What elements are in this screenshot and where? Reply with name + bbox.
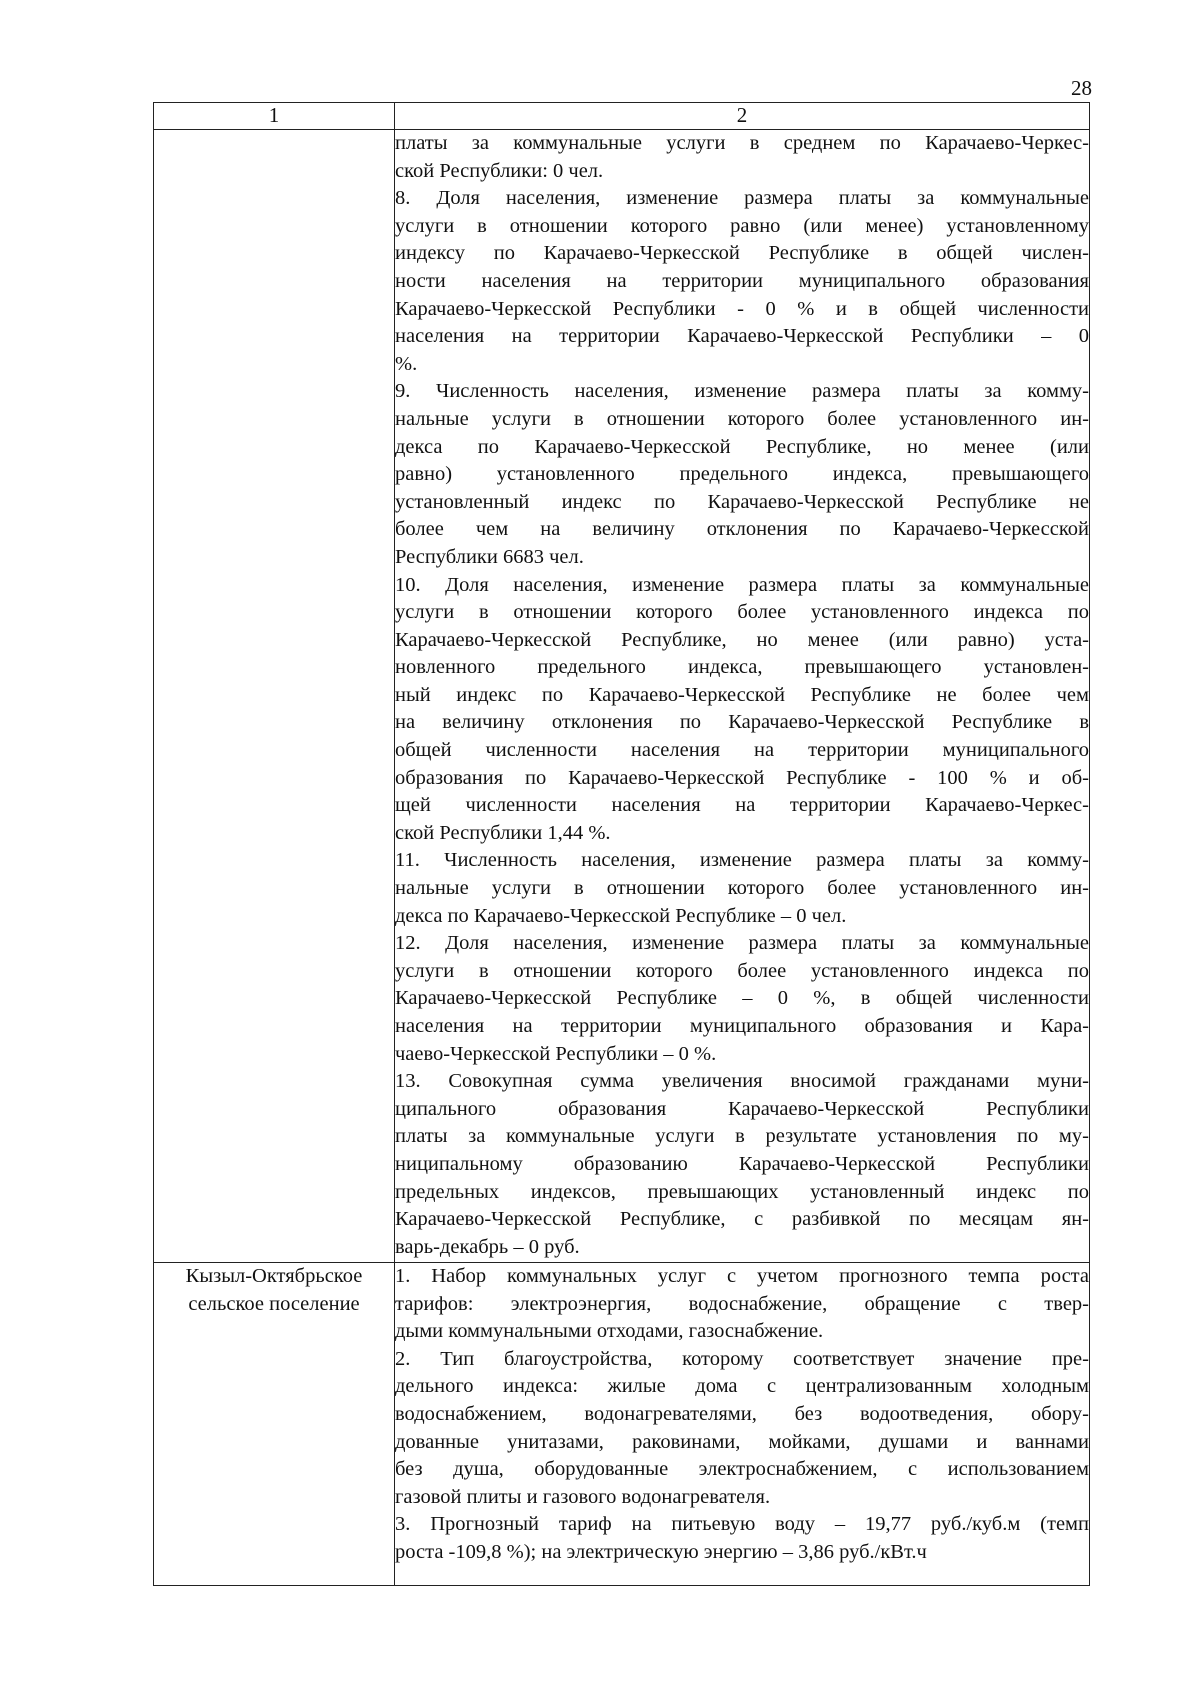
- text-line: услуги в отношении которого более установленного индекса по: [395, 601, 1089, 624]
- table-header-row: [154, 103, 1090, 130]
- text-line: Карачаево-Черкесской Республике – 0 %, в общей численности: [395, 987, 1089, 1010]
- text-line: ности населения на территории муниципального образования: [395, 269, 1089, 292]
- text-line: индексу по Карачаево-Черкесской Республике в общей числен-: [395, 242, 1089, 265]
- text-line: населения на территории муниципального образования и Кара-: [395, 1015, 1089, 1037]
- municipality-cell: [154, 1263, 395, 1586]
- text-line: 1. Набор коммунальных услуг с учетом прогнозного темпа роста: [395, 1265, 1089, 1287]
- text-line: новленного предельного индекса, превышающего установлен-: [395, 656, 1089, 679]
- text-line: без душа, оборудованные электроснабжением, с использованием: [395, 1458, 1089, 1481]
- text-line: декса по Карачаево-Черкесской Республике, но менее (или: [395, 435, 1089, 458]
- column-header-2: 2: [395, 103, 1090, 130]
- table-row: [154, 1263, 1090, 1586]
- page-number: 28: [1071, 76, 1092, 100]
- text-line: ный индекс по Карачаево-Черкесской Республике не более чем: [395, 683, 1089, 706]
- indicators-cell: [395, 130, 1090, 1263]
- text-line: образования по Карачаево-Черкесской Республике - 100 % и об-: [395, 766, 1089, 789]
- text-line: нальные услуги в отношении которого более установленного ин-: [395, 877, 1089, 900]
- column-header-1: 1: [154, 103, 395, 130]
- text-line: чаево-Черкесской Республики – 0 %.: [395, 1042, 717, 1065]
- text-line: 2. Тип благоустройства, которому соответствует значение пре-: [395, 1347, 1089, 1370]
- text-line: Карачаево-Черкесской Республики - 0 % и в общей численности: [395, 297, 1089, 320]
- text-line: газовой плиты и газового водонагревателя.: [395, 1485, 771, 1508]
- text-line: дованные унитазами, раковинами, мойками, душами и ваннами: [395, 1430, 1089, 1453]
- text-line: ципального образования Карачаево-Черкесской Республики: [395, 1097, 1089, 1120]
- text-line: установленный индекс по Карачаево-Черкесской Республике не: [395, 490, 1089, 513]
- text-line: роста -109,8 %); на электрическую энергию – 3,86 руб./кВт.ч: [395, 1540, 927, 1563]
- text-line: услуги в отношении которого равно (или менее) установленному: [395, 214, 1089, 237]
- text-line: платы за коммунальные услуги в среднем по Карачаево-Черкес-: [395, 132, 1089, 154]
- text-line: 12. Доля населения, изменение размера платы за коммунальные: [395, 932, 1089, 955]
- text-line: 8. Доля населения, изменение размера платы за коммунальные: [395, 187, 1089, 210]
- text-line: дыми коммунальными отходами, газоснабжение.: [395, 1320, 824, 1343]
- text-line: 3. Прогнозный тариф на питьевую воду – 19,77 руб./куб.м (темп: [395, 1513, 1089, 1536]
- table-row: [154, 130, 1090, 1263]
- text-line: 11. Численность населения, изменение размера платы за комму-: [395, 849, 1089, 872]
- text-line: %.: [395, 352, 418, 375]
- text-line: Кызыл-Октябрьское: [185, 1265, 363, 1287]
- text-line: варь-декабрь – 0 руб.: [395, 1235, 580, 1258]
- text-line: ниципальному образованию Карачаево-Черкесской Республики: [395, 1152, 1089, 1175]
- text-line: сельское поселение: [188, 1292, 360, 1315]
- text-line: на величину отклонения по Карачаево-Черкесской Республике в: [395, 711, 1089, 734]
- text-line: Республики 6683 чел.: [395, 545, 584, 568]
- text-line: водоснабжением, водонагревателями, без водоотведения, обору-: [395, 1402, 1089, 1425]
- text-line: 9. Численность населения, изменение размера платы за комму-: [395, 380, 1089, 403]
- text-line: платы за коммунальные услуги в результате установления по му-: [395, 1125, 1089, 1148]
- text-line: 10. Доля населения, изменение размера платы за коммунальные: [395, 573, 1089, 596]
- text-line: населения на территории Карачаево-Черкесской Республики – 0: [395, 325, 1089, 348]
- document-table: [153, 102, 1090, 1586]
- text-line: тарифов: электроэнергия, водоснабжение, обращение с твер-: [395, 1292, 1089, 1315]
- text-line: Карачаево-Черкесской Республике, с разбивкой по месяцам ян-: [395, 1208, 1089, 1231]
- text-line: равно) установленного предельного индекса, превышающего: [395, 463, 1089, 486]
- text-line: 13. Совокупная сумма увеличения вносимой гражданами муни-: [395, 1070, 1089, 1093]
- text-line: декса по Карачаево-Черкесской Республике – 0 чел.: [395, 904, 847, 927]
- text-line: щей численности населения на территории Карачаево-Черкес-: [395, 794, 1089, 817]
- municipality-cell: [154, 130, 395, 1263]
- text-line: Карачаево-Черкесской Республике, но менее (или равно) уста-: [395, 628, 1089, 651]
- text-line: более чем на величину отклонения по Карачаево-Черкесской: [395, 518, 1089, 541]
- text-line: услуги в отношении которого более установленного индекса по: [395, 959, 1089, 982]
- text-line: ской Республики: 0 чел.: [395, 159, 604, 182]
- text-line: предельных индексов, превышающих установленный индекс по: [395, 1180, 1089, 1203]
- text-line: дельного индекса: жилые дома с централизованным холодным: [395, 1375, 1089, 1398]
- text-line: ской Республики 1,44 %.: [395, 821, 611, 844]
- indicators-cell: [395, 1263, 1090, 1586]
- text-line: общей численности населения на территории муниципального: [395, 739, 1089, 762]
- text-line: нальные услуги в отношении которого более установленного ин-: [395, 407, 1089, 430]
